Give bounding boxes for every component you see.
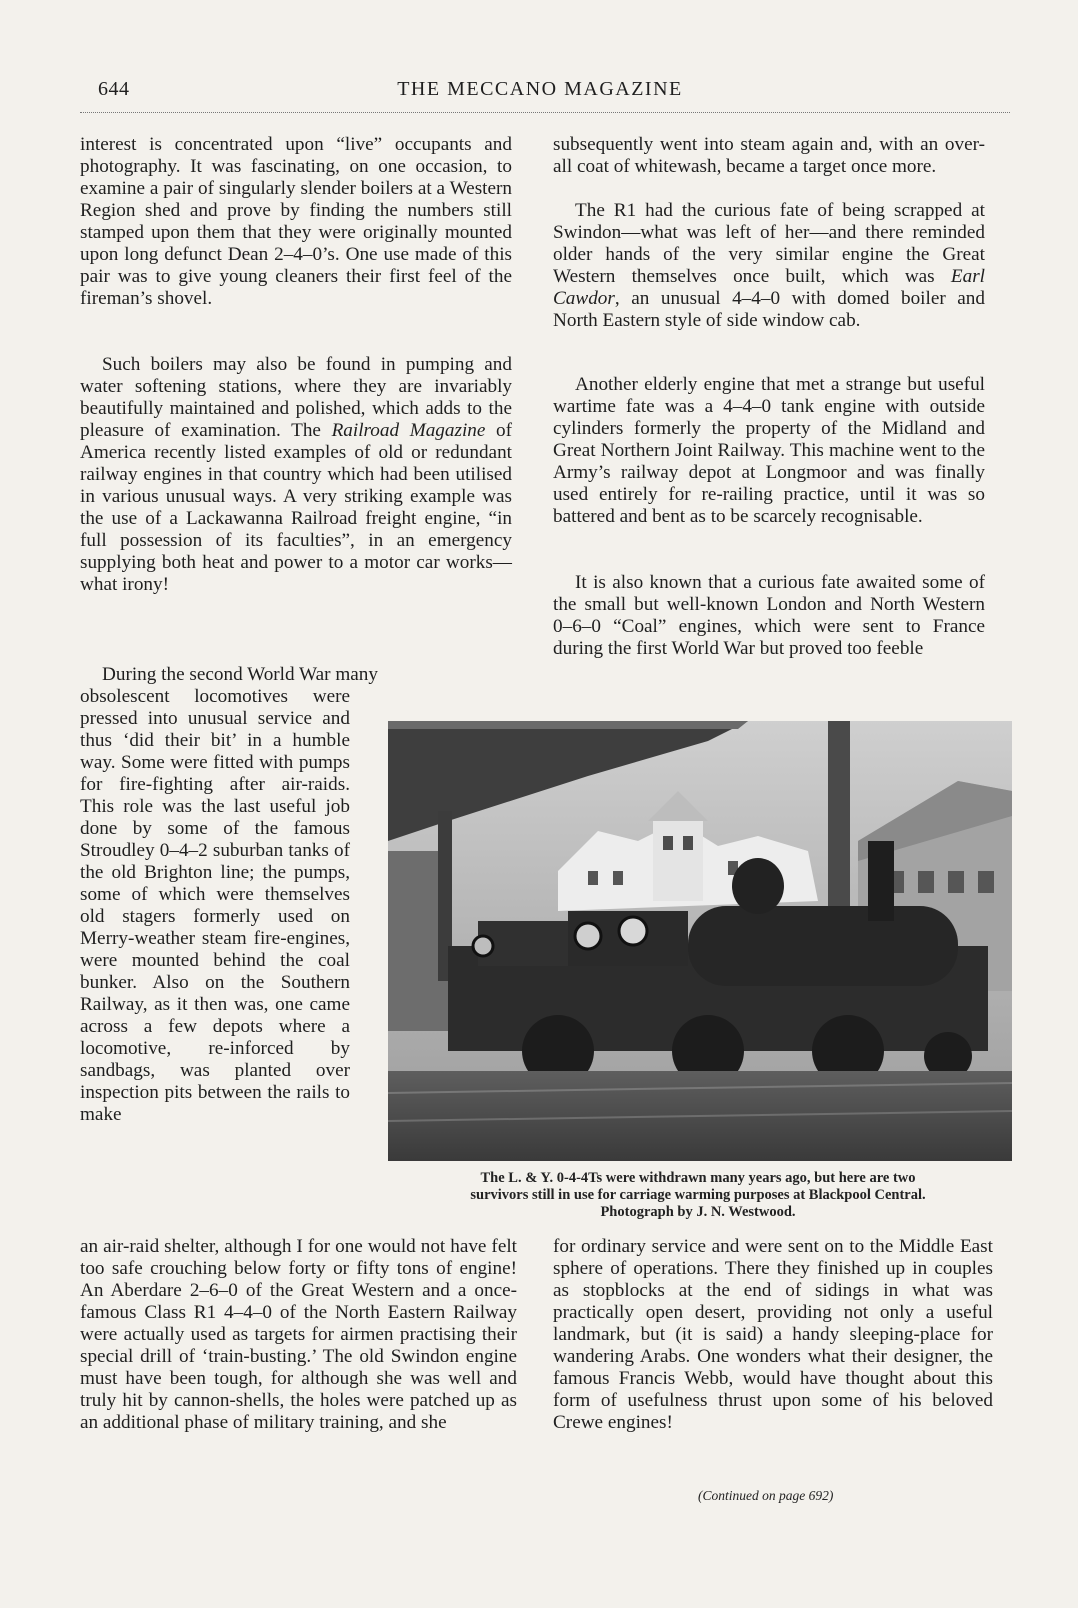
caption-line-3: Photograph by J. N. Westwood. bbox=[600, 1204, 796, 1220]
page-header bbox=[80, 78, 1000, 108]
left-p2-text-b: of America recently listed examples of old or redundant railway engines in that country which had been utilised in various unusual ways. A very striking example was the use of a Lackawanna Railroad freight engine, “in full possession of its faculties”, in an emergency supplying both heat and power to a motor car works—what irony! bbox=[80, 420, 513, 595]
right-paragraph-5: for ordinary service and were sent on to the Middle East sphere of operations. There they finished up in couples as stopblocks at the end of sidings in what was practically open desert, providing not only a useful landmark, but (it is said) a handy sleeping-place for wandering Arabs. One wonders what their designer, the famous Francis Webb, would have thought about this form of usefulness thrust upon some of his beloved Crewe engines! bbox=[553, 1236, 993, 1433]
right-paragraph-2 bbox=[553, 200, 985, 332]
left-paragraph-3-bottom: an air-raid shelter, although I for one would not have felt too safe crouching below forty or fifty tons of engine! An Aberdare 2–6–0 of the Great Western and a once-famous Class R1 4–4–0 of the North Eastern Railway were actually used as targets for airmen practising their special drill of ‘train-busting.’ The old Swindon engine must have been tough, for although she was well and truly hit by cannon-shells, the holes were patched up as an additional phase of military training, and she bbox=[80, 1236, 517, 1433]
right-p2-text-b: , an unusual 4–4–0 with domed boiler and North Eastern style of side window cab. bbox=[553, 288, 985, 331]
left-p2-text-a: Such boilers may also be found in pumping and water softening stations, where they are invariably beautifully maintained and polished, which adds to the pleasure of examination. The bbox=[80, 354, 512, 441]
left-paragraph-3-top: During the second World War many bbox=[102, 664, 378, 685]
caption-line-2: survivors still in use for carriage warming purposes at Blackpool Central. bbox=[470, 1187, 926, 1203]
photo-illustration bbox=[388, 721, 1012, 1161]
right-paragraph-3: Another elderly engine that met a strange but useful wartime fate was a 4–4–0 tank engine with outside cylinders formerly the property of the Midland and Great Northern Joint Railway. This machine went to the Army’s railway depot at Longmoor and was finally used entirely for re-railing practice, until it was so battered and bent as to be scarcely recognisable. bbox=[553, 374, 985, 527]
right-paragraph-1: subsequently went into steam again and, with an over-all coat of whitewash, became a target once more. bbox=[553, 134, 985, 177]
header-rule bbox=[80, 112, 1010, 113]
earl-cawdor-name: Earl Cawdor bbox=[553, 266, 985, 309]
right-p2-text-a: The R1 had the curious fate of being scrapped at Swindon—what was left of her—and there reminded older hands of the very similar engine the Great Western themselves once built, which was bbox=[553, 200, 985, 287]
caption-line-1: The L. & Y. 0-4-4Ts were withdrawn many years ago, but here are two bbox=[480, 1170, 916, 1186]
photo-caption bbox=[378, 1170, 1018, 1221]
left-paragraph-3-narrow: obsolescent locomotives were pressed into unusual service and thus ‘did their bit’ in a humble way. Some were fitted with pumps for fire-fighting after air-raids. This role was the last useful job done by some of the famous Stroudley 0–4–2 suburban tanks of the old Brighton line; the pumps, some of which were themselves old stagers formerly used on Merry-weather steam fire-engines, were mounted behind the coal bunker. Also on the Southern Railway, as it then was, one came across a few depots where a locomotive, re-inforced by sandbags, was planted over inspection pits between the rails to make bbox=[80, 686, 350, 1125]
magazine-title: THE MECCANO MAGAZINE bbox=[397, 78, 683, 100]
locomotive-photograph bbox=[388, 721, 1012, 1161]
left-paragraph-2 bbox=[80, 354, 512, 596]
right-paragraph-4: It is also known that a curious fate awaited some of the small but well-known London and North Western 0–6–0 “Coal” engines, which were sent to France during the first World War but proved too feeble bbox=[553, 572, 985, 659]
railroad-magazine-title: Railroad Magazine bbox=[331, 420, 486, 441]
left-paragraph-1: interest is concentrated upon “live” occupants and photography. It was fascinating, on one occasion, to examine a pair of singularly slender boilers at a Western Region shed and prove by finding the numbers still stamped upon them that they were originally mounted upon long defunct Dean 2–4–0’s. One use made of this pair was to give young cleaners their first feel of the fireman’s shovel. bbox=[80, 134, 512, 309]
continued-note: (Continued on page 692) bbox=[698, 1488, 834, 1503]
page-number: 644 bbox=[98, 78, 130, 100]
